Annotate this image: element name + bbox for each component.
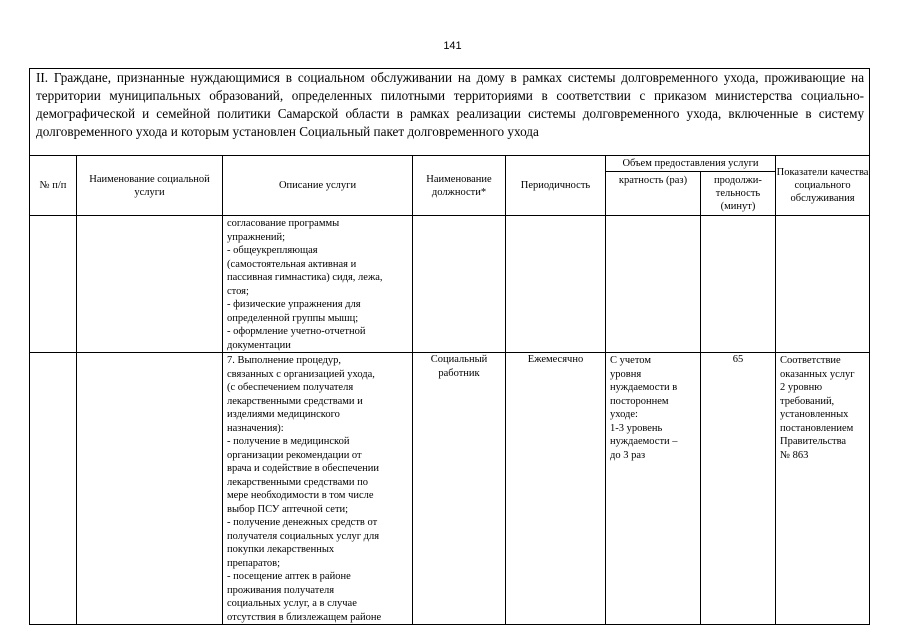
header-num: № п/п xyxy=(30,156,77,216)
cell-frequency: С учетом уровня нуждаемости в постороннем уходе: 1-3 уровень нуждаемости – до 3 раз xyxy=(606,353,701,625)
header-position: Наименование должности* xyxy=(413,156,506,216)
cell-description: 7. Выполнение процедур, связанных с организацией ухода, (с обеспечением получателя лекарственными средствами и изделиями медицинского назначения): - получение в медицинской организации рекомендации от врача и содействие в обеспечении лекарственными средствами по мере необходимости в том числе выбор ПСУ аптечной сети; - получение денежных средств от получателя социальных услуг для покупки лекарственных препаратов; - посещение аптек в районе проживания получателя социальных услуг, а в случае отсутствия в близлежащем районе xyxy=(223,353,413,625)
table-row xyxy=(30,353,870,625)
cell-description: согласование программы упражнений; - общеукрепляющая (самостоятельная активная и пассивная гимнастика) сидя, лежа, стоя; - физические упражнения для определенной группы мышц; - оформление учетно-отчетной документации xyxy=(223,216,413,353)
header-description: Описание услуги xyxy=(223,156,413,216)
cell-duration xyxy=(701,216,776,353)
table-row xyxy=(30,216,870,353)
cell-num xyxy=(30,216,77,353)
section-title: II. Граждане, признанные нуждающимися в социальном обслуживании на дому в рамках системы долговременного ухода, проживающие на территории муниципальных образований, определенных пилотными территориями в соответствии с приказом министерства социально-демографической и семейной политики Самарской области в рамках реализации системы долговременного ухода, включенные в систему долговременного ухода и которым установлен Социальный пакет долговременного ухода xyxy=(30,69,870,156)
cell-periodicity xyxy=(506,216,606,353)
cell-position: Социальный работник xyxy=(413,353,506,625)
header-service-name: Наименование социальной услуги xyxy=(77,156,223,216)
page-number: 141 xyxy=(443,40,462,52)
header-frequency: кратность (раз) xyxy=(606,172,701,216)
cell-num xyxy=(30,353,77,625)
header-volume: Объем предоставления услуги xyxy=(606,156,776,172)
header-duration: продолжи-тельность (минут) xyxy=(701,172,776,216)
cell-service-name xyxy=(77,353,223,625)
cell-quality: Соответствие оказанных услуг 2 уровню требований, установленных постановлением Правительства № 863 xyxy=(776,353,870,625)
cell-periodicity: Ежемесячно xyxy=(506,353,606,625)
cell-quality xyxy=(776,216,870,353)
header-quality: Показатели качества социального обслуживания xyxy=(776,156,870,216)
cell-service-name xyxy=(77,216,223,353)
cell-frequency xyxy=(606,216,701,353)
cell-duration: 65 xyxy=(701,353,776,625)
services-table xyxy=(29,68,870,625)
cell-position xyxy=(413,216,506,353)
header-periodicity: Периодичность xyxy=(506,156,606,216)
